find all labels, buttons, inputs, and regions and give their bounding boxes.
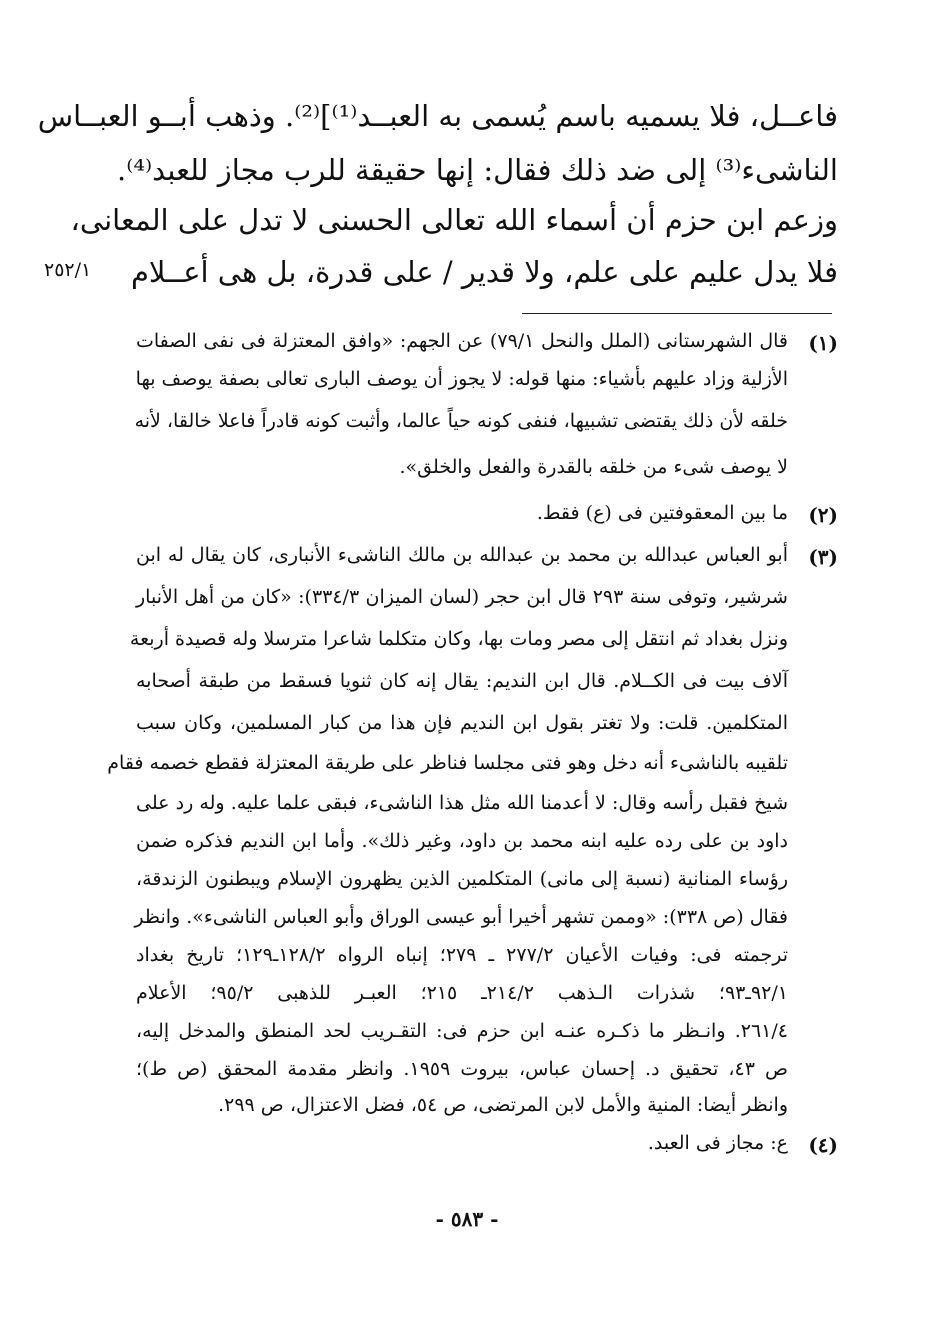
footnote-number: (٢) <box>808 503 838 527</box>
main-text-line: فلا يدل عليم على علم، ولا قدير / على قدرة، بل هى أعــلام <box>130 255 838 289</box>
footnote-line: المتكلمين. قلت: ولا تغتر بقول ابن النديم فإن هذا من كبار المسلمين، وكان سبب <box>136 712 788 734</box>
footnote-line: قال الشهرستانى (الملل والنحل ٧٩/١) عن الجهم: «وافق المعتزلة فى نفى الصفات <box>136 330 789 352</box>
main-text-line: فاعــل، فلا يسميه باسم يُسمى به العبــد⁽¹⁾]⁽²⁾. وذهب أبــو العبــاس <box>37 99 838 133</box>
footnote-number: (٣) <box>808 545 838 569</box>
footnote-number: (٤) <box>808 1133 838 1157</box>
footnote-line: فقال (ص ٣٣٨): «وممن تشهر أخيرا أبو عيسى الوراق وأبو العباس الناشىء». وانظر <box>134 906 788 928</box>
footnote-line: شيخ فقبل رأسه وقال: لا أعدمنا الله مثل هذا الناشىء، فبقى علما عليه. وله رد على <box>136 792 788 814</box>
footnote-separator <box>522 313 832 314</box>
page-number: - ٥٨٣ - <box>435 1207 499 1231</box>
footnote-line: تلقيبه بالناشىء أنه دخل وهو فتى مجلسا فناظر على طريقة المعتزلة فقطع خصمه فقام <box>107 752 788 774</box>
margin-page-reference: ٢٥٢/١ <box>44 259 92 281</box>
footnote-line: شرشير، وتوفى سنة ٢٩٣ قال ابن حجر (لسان الميزان ٣٣٤/٣): «كان من أهل الأنبار <box>136 586 788 608</box>
footnote-line: ص ٤٣، تحقيق د. إحسان عباس، بيروت ١٩٥٩. وانظر مقدمة المحقق (ص ط)؛ <box>136 1058 789 1080</box>
footnote-number: (١) <box>808 331 838 355</box>
footnote-line: ع: مجاز فى العبد. <box>647 1132 788 1154</box>
footnote-line: ترجمته فى: وفيات الأعيان ٢٧٧/٢ ـ ٢٧٩؛ إنباه الرواه ١٢٨/٢ـ١٢٩؛ تاريخ بغداد <box>136 944 789 966</box>
footnote-line: رؤساء المنانية (نسبة إلى مانى) المتكلمين الذين يظهرون الإسلام ويبطنون الزندقة، <box>136 868 788 890</box>
footnote-line: آلاف بيت فى الكــلام. قال ابن النديم: يقال إنه كان ثنويا فسقط من طبقة أصحابه <box>136 670 788 692</box>
footnote-line: ٩٢/١ـ٩٣؛ شذرات الـذهب ٢١٤/٢ـ ٢١٥؛ العبـر للذهبى ٩٥/٢؛ الأعلام <box>136 982 788 1004</box>
footnote-line: الأزلية وزاد عليهم بأشياء: منها قوله: لا يجوز أن يوصف البارى تعالى بصفة يوصف بها <box>135 368 788 390</box>
main-text-line: وزعم ابن حزم أن أسماء الله تعالى الحسنى لا تدل على المعانى، <box>70 203 838 237</box>
footnote-line: وانظر أيضا: المنية والأمل لابن المرتضى، ص ٥٤، فضل الاعتزال، ص ٢٩٩. <box>218 1094 788 1116</box>
footnote-line: ٢٦١/٤. وانـظر ما ذكـره عنـه ابن حزم فى: التقـريب لحد المنطق والمدخل إليه، <box>136 1020 788 1042</box>
footnote-line: داود بن على رده عليه ابنه محمد بن داود، وغير ذلك». وأما ابن النديم فذكره ضمن <box>136 830 788 852</box>
footnote-line: لا يوصف شىء من خلقه بالقدرة والفعل والخلق». <box>399 456 788 478</box>
footnote-line: ونزل بغداد ثم انتقل إلى مصر ومات بها، وكان متكلما شاعرا مترسلا وله قصيدة أربعة <box>129 628 788 650</box>
footnote-line: ما بين المعقوفتين فى (ع) فقط. <box>536 502 788 524</box>
footnote-line: أبو العباس عبدالله بن محمد بن عبدالله بن مالك الناشىء الأنبارى، كان يقال له ابن <box>136 544 788 566</box>
main-text-line: الناشىء⁽³⁾ إلى ضد ذلك فقال: إنها حقيقة للرب مجاز للعبد⁽⁴⁾. <box>117 153 838 187</box>
footnote-line: خلقه لأن ذلك يقتضى تشبيها، فنفى كونه حياً عالما، وأثبت كونه قادراً فاعلا خالقا، لأنه <box>134 410 788 432</box>
